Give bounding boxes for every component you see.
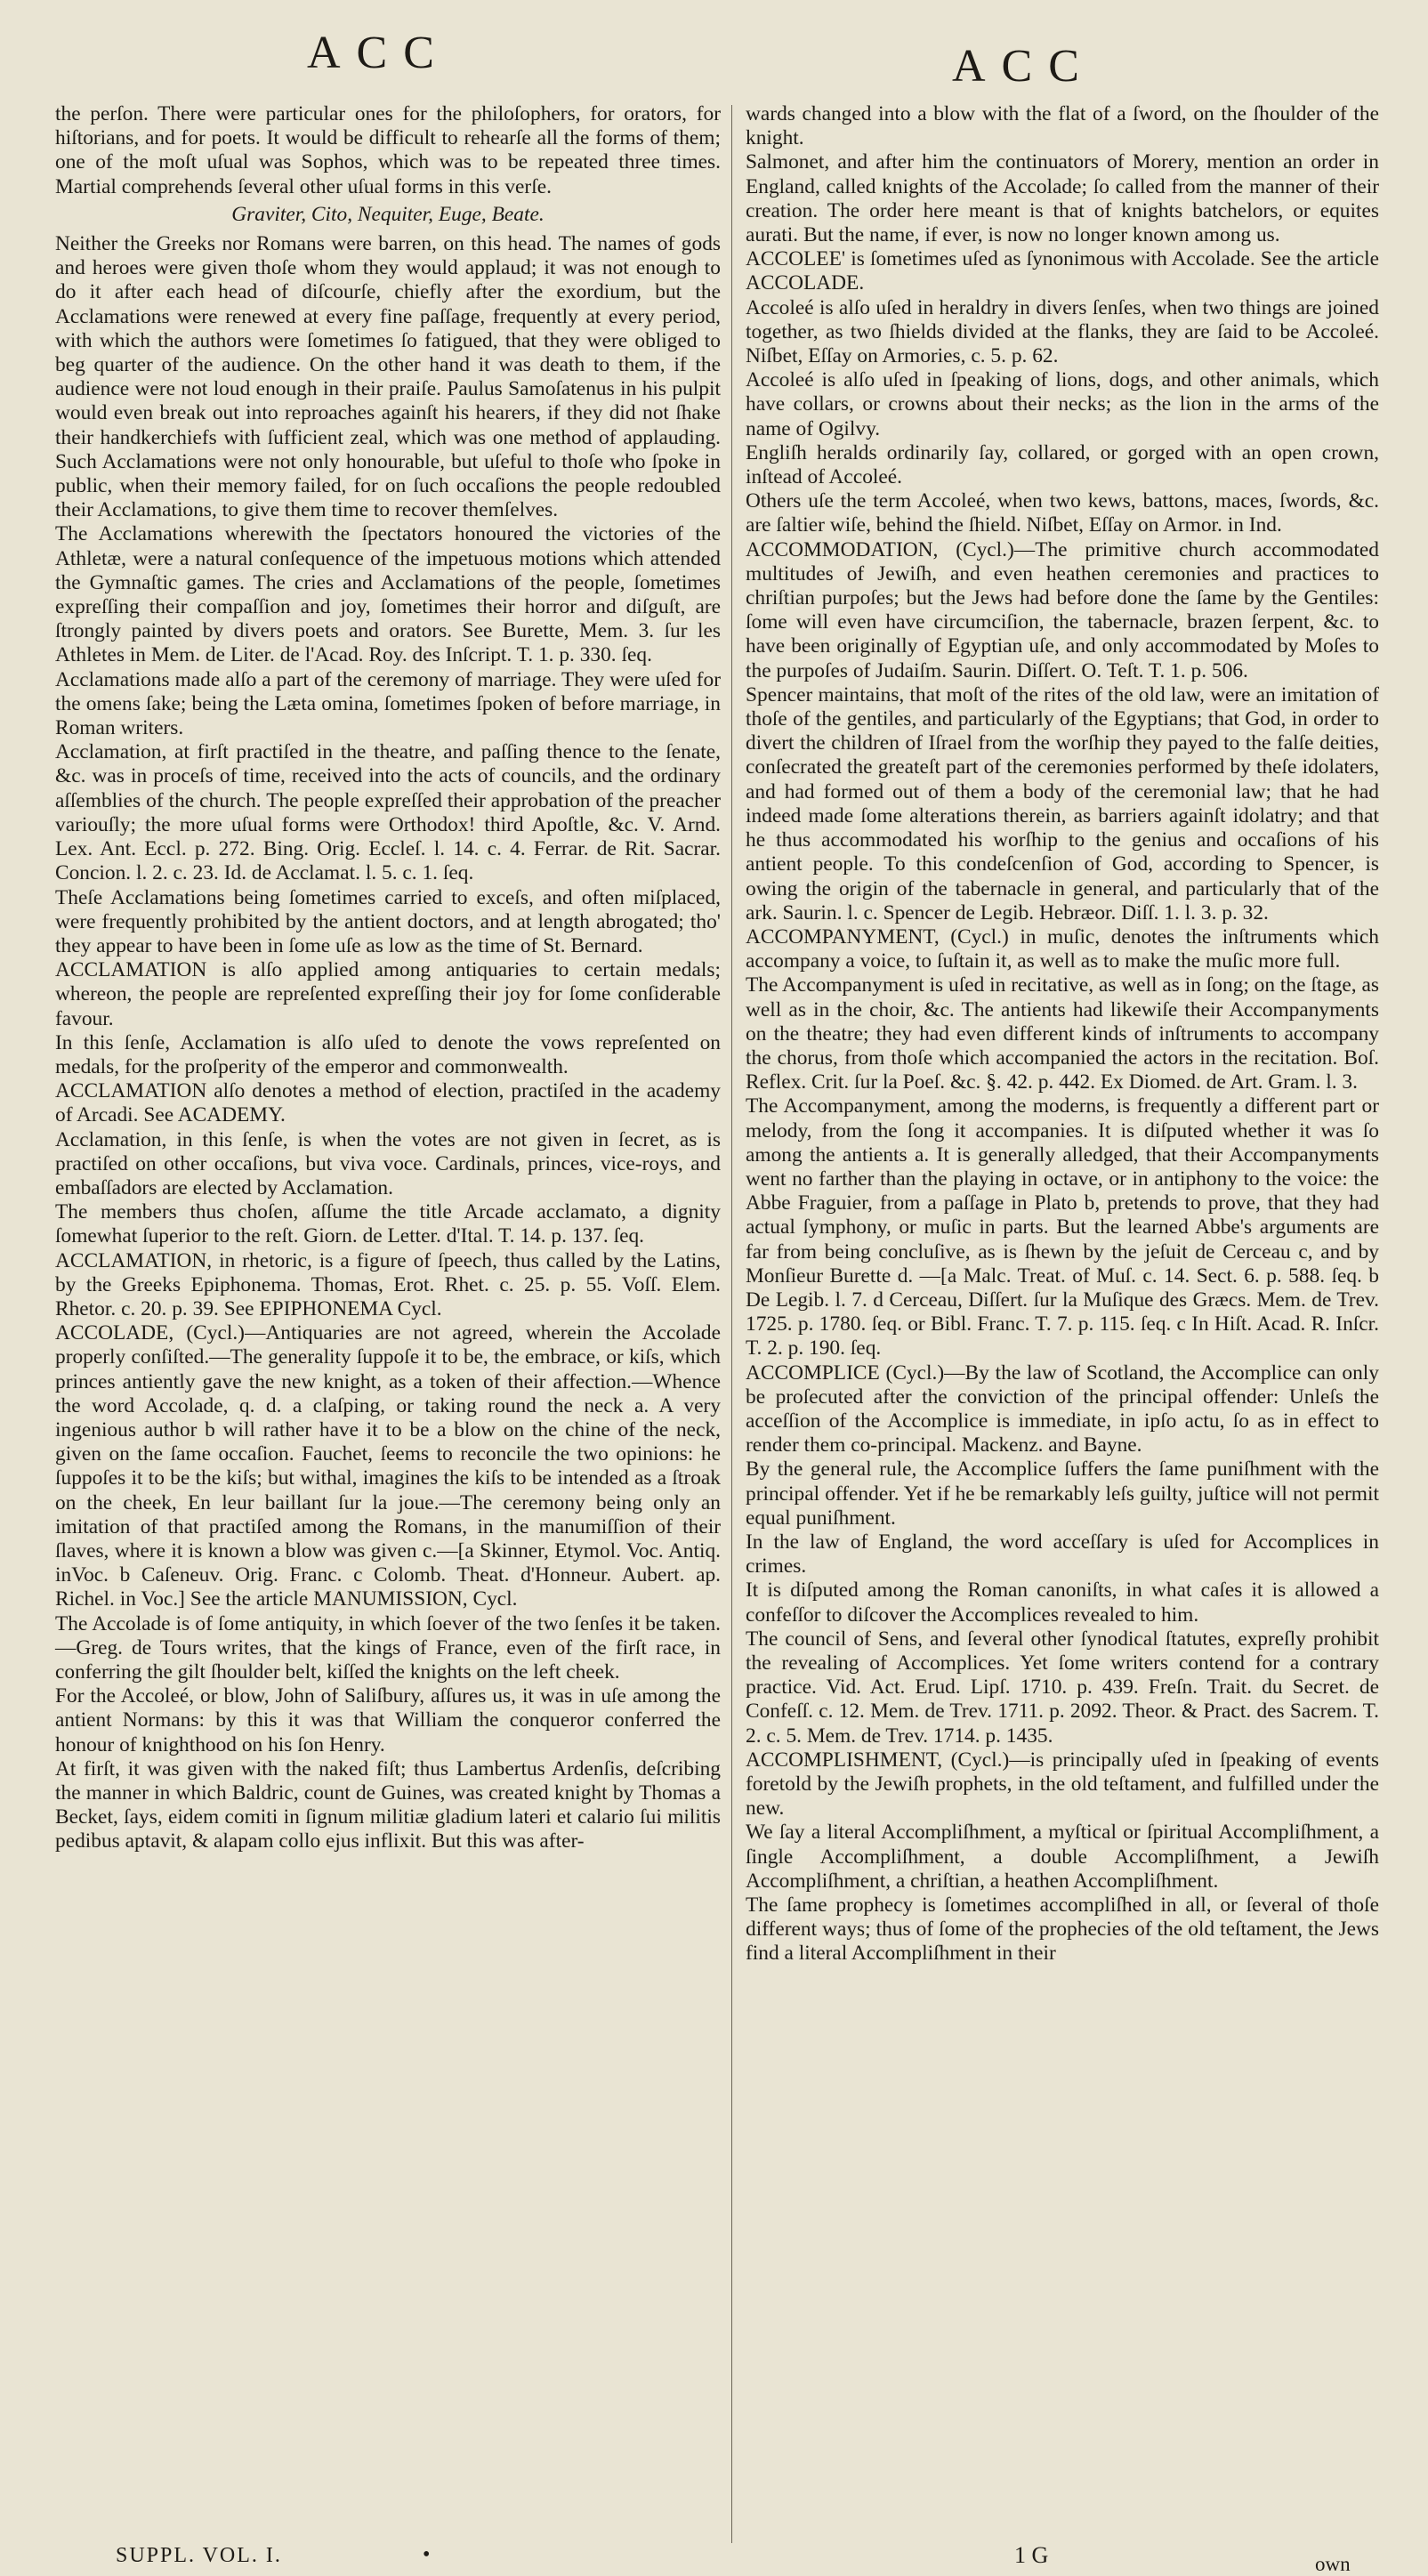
paragraph: Acclamation, in this ſenſe, is when the votes are not given in ſecret, as is practiſed on other occaſions, but viva voce. Cardinals, princes, vice-roys, and embaſſadors are elected by Acclamation. xyxy=(55,1127,721,1199)
paragraph: In the law of England, the word acceſſary is uſed for Accomplices in crimes. xyxy=(746,1530,1379,1579)
entry-accolee: ACCOLEE' is ſometimes uſed as ſynonimous with Accolade. See the article ACCOLADE. xyxy=(746,247,1379,295)
volume-signature: SUPPL. VOL. I. xyxy=(116,2544,282,2567)
left-column xyxy=(55,102,721,1854)
paragraph: For the Accoleé, or blow, John of Saliſbury, aſſures us, it was in uſe among the antient Normans: by this it was that William the conqueror conferred the honour of knighthood on his ſon Henry. xyxy=(55,1684,721,1756)
paragraph: The members thus choſen, aſſume the title Arcade acclamato, a dignity ſomewhat ſuperior to the reſt. Giorn. de Letter. d'Ital. T. 14. p. 137. ſeq. xyxy=(55,1200,721,1248)
paragraph: wards changed into a blow with the flat of a ſword, on the ſhoulder of the knight. xyxy=(746,102,1379,150)
paragraph: We ſay a literal Accompliſhment, a myſtical or ſpiritual Accompliſhment, a ſingle Accompliſhment, a double Accompliſhment, a Jewiſh Accompliſhment, a chriſtian, a heathen Accompliſhment. xyxy=(746,1821,1379,1893)
paragraph: The Accolade is of ſome antiquity, in which ſoever of the two ſenſes it be taken.—Greg. de Tours writes, that the kings of France, even of the firſt race, in conferring the gilt ſhoulder belt, kiſſed the knights on the left cheek. xyxy=(55,1611,721,1684)
paragraph: The Acclamations wherewith the ſpectators honoured the victories of the Athletæ, were a natural conſequence of the impetuous motions which attended the Gymnaſtic games. The cries and Acclamations of the people, ſometimes expreſſing their compaſſion and joy, ſometimes their horror and diſguſt, are ſtrongly painted by divers poets and orators. See Burette, Mem. 3. ſur les Athletes in Mem. de Liter. de l'Acad. Roy. des Inſcript. T. 1. p. 330. ſeq. xyxy=(55,522,721,667)
catchword: own xyxy=(1315,2553,1351,2575)
paragraph: In this ſenſe, Acclamation is alſo uſed to denote the vows repreſented on medals, for the proſperity of the emperor and commonwealth. xyxy=(55,1030,721,1078)
right-column xyxy=(746,102,1379,1966)
paragraph: The ſame prophecy is ſometimes accompliſhed in all, or ſeveral of thoſe different ways; thus of ſome of the prophecies of the old teſtament, the Jews find a literal Accompliſhment in their xyxy=(746,1894,1379,1966)
paragraph: The Accompanyment is uſed in recitative, as well as in ſong; on the ſtage, as well as in the choir, &c. The antients had likewiſe their Accompanyments on the theatre; they had even different kinds of inſtruments to accompany the chorus, from thoſe which accompanied the actors in the recitation. Boſ. Reflex. Crit. ſur la Poeſ. &c. §. 42. p. 442. Ex Diomed. de Art. Gram. l. 3. xyxy=(746,973,1379,1094)
entry-accomplishment: ACCOMPLISHMENT, (Cycl.)—is principally uſed in ſpeaking of events foretold by the Jewiſh prophets, in the old teſtament, and fulfilled under the new. xyxy=(746,1748,1379,1821)
entry-acclamation-medals: ACCLAMATION is alſo applied among antiquaries to certain medals; whereon, the people are repreſented expreſſing their joy for ſome conſiderable favour. xyxy=(55,958,721,1030)
paragraph: Theſe Acclamations being ſometimes carried to exceſs, and often miſplaced, were frequently prohibited by the antient doctors, and at length abrogated; tho' they appear to have been in ſome uſe as low as the time of St. Bernard. xyxy=(55,885,721,957)
paragraph: Acclamation, at firſt practiſed in the theatre, and paſſing thence to the ſenate, &c. was in proceſs of time, received into the acts of councils, and the ordinary aſſemblies of the church. The people expreſſed their approbation of the preacher variouſly; the more uſual forms were Orthodox! third Apoſtle, &c. V. Arnd. Lex. Ant. Eccl. p. 272. Bing. Orig. Eccleſ. l. 14. c. 4. Ferrar. de Rit. Sacrar. Concion. l. 2. c. 23. Id. de Acclamat. l. 5. c. 1. ſeq. xyxy=(55,740,721,885)
paragraph: the perſon. There were particular ones for the philoſophers, for orators, for hiſtorians, and for poets. It would be difficult to rehearſe all the forms of them; one of the moſt uſual was Sophos, which was to be repeated three times. Martial comprehends ſeveral other uſual forms in this verſe. xyxy=(55,102,721,198)
signature-dot: • xyxy=(423,2543,431,2566)
paragraph: It is diſputed among the Roman canoniſts, in what caſes it is allowed a confeſſor to diſcover the Accomplices revealed to him. xyxy=(746,1579,1379,1627)
entry-accolade: ACCOLADE, (Cycl.)—Antiquaries are not agreed, wherein the Accolade properly conſiſted.—The generality ſuppoſe it to be, the embrace, or kiſs, which princes antiently gave the new knight, as a token of their affection.—Whence the word Accolade, q. d. a claſping, or taking round the neck a. A very ingenious author b will rather have it to be a blow on the chine of the neck, given on the ſame occaſion. Fauchet, ſeems to reconcile the two opinions: he ſuppoſes it to be the kiſs; but withal, imagines the kiſs to be intended as a ſtroak on the cheek, En leur baillant ſur la joue.—The ceremony being only an imitation of that practiſed among the Romans, in the manumiſſion of their ſlaves, where it is known a blow was given c.—[a Skinner, Etymol. Voc. Antiq. inVoc. b Caſeneuv. Orig. Franc. c Colomb. Theat. d'Honneur. Aubert. ap. Richel. in Voc.] See the article MANUMISSION, Cycl. xyxy=(55,1321,721,1611)
paragraph: Salmonet, and after him the continuators of Morery, mention an order in England, called knights of the Accolade; ſo called from the manner of their creation. The order here meant is that of knights batchelors, or equites aurati. But the name, if ever, is now no longer known among us. xyxy=(746,150,1379,247)
running-head-right: ACC xyxy=(952,41,1095,92)
paragraph: The Accompanyment, among the moderns, is frequently a different part or melody, from the ſong it accompanies. It is diſputed whether it was ſo among the antients a. It is generally alledged, that their Accompanyments went no farther than the playing in octave, or in antiphony to the voice: the Abbe Fraguier, from a paſſage in Plato b, pretends to prove, that they had actual ſymphony, or muſic in parts. But the learned Abbe's arguments are far from being concluſive, as is ſhewn by the jeſuit de Cerceau c, and by Monſieur Burette d. —[a Malc. Treat. of Muſ. c. 14. Sect. 6. p. 588. ſeq. b De Legib. l. 7. d Cerceau, Diſſert. ſur la Muſique des Græcs. Mem. de Trev. 1725. p. 1780. ſeq. or Bibl. Franc. T. 7. p. 115. ſeq. c In Hiſt. Acad. R. Inſcr. T. 2. p. 190. ſeq. xyxy=(746,1094,1379,1361)
entry-accommodation: ACCOMMODATION, (Cycl.)—The primitive church accommodated multitudes of Jewiſh, and even heathen ceremonies and practices to chriſtian purpoſes; but the Jews had before done the ſame by the Gentiles: ſome will even have circumciſion, the tabernacle, brazen ſerpent, &c. to have been originally of Egyptian uſe, and only accommodated by Moſes to the purpoſes of Judaiſm. Saurin. Diſſert. O. Teſt. T. 1. p. 506. xyxy=(746,537,1379,682)
paragraph: Accoleé is alſo uſed in ſpeaking of lions, dogs, and other animals, which have collars, or crowns about their necks; as the lion in the arms of the name of Ogilvy. xyxy=(746,368,1379,440)
running-head-left: ACC xyxy=(307,28,450,78)
paragraph: Accoleé is alſo uſed in heraldry in divers ſenſes, when two things are joined together, as two ſhields divided at the flanks, they are ſaid to be Accoleé. Niſbet, Eſſay on Armories, c. 5. p. 62. xyxy=(746,295,1379,368)
paragraph: Engliſh heralds ordinarily ſay, collared, or gorged with an open crown, inſtead of Accoleé. xyxy=(746,440,1379,489)
entry-acclamation-election: ACCLAMATION alſo denotes a method of election, practiſed in the academy of Arcadi. See ACADEMY. xyxy=(55,1079,721,1127)
paragraph: Spencer maintains, that moſt of the rites of the old law, were an imitation of thoſe of the gentiles, and particularly of the Egyptians; that God, in order to divert the children of Iſrael from the worſhip they payed to the falſe deities, conſecrated the greateſt part of the ceremonies performed by theſe idolaters, and had formed out of them a body of the ceremonial law; that he had indeed made ſome alterations therein, as barriers againſt idolatry; and that he thus accommodated his worſhip to the genius and occaſions of his antient people. To this condeſcenſion of God, according to Spencer, is owing the origin of the tabernacle in general, and particularly that of the ark. Saurin. l. c. Spencer de Legib. Hebræor. Diſſ. 1. l. 3. p. 32. xyxy=(746,682,1379,925)
verse-line: Graviter, Cito, Nequiter, Euge, Beate. xyxy=(231,202,545,226)
entry-accomplice: ACCOMPLICE (Cycl.)—By the law of Scotland, the Accomplice can only be proſecuted after the conviction of the principal offender: Unleſs the acceſſion of the Accomplice is immediate, in ipſo actu, ſo as in effect to render them co-principal. Mackenz. and Bayne. xyxy=(746,1361,1379,1458)
sheet-signature: 1 G xyxy=(1014,2542,1049,2568)
paragraph: Neither the Greeks nor Romans were barren, on this head. The names of gods and heroes were given thoſe whom they would applaud; it was not enough to do it after each head of diſcourſe, chiefly after the exordium, but the Acclamations were renewed at every fine paſſage, frequently at every period, with which the authors were ſometimes ſo fatigued, that they were obliged to beg quarter of the audience. On the other hand it was death to them, if the audience were not loud enough in their praiſe. Paulus Samoſatenus in his pulpit would even break out into reproaches againſt his hearers, if they did not ſhake their handkerchiefs with ſufficient zeal, which was one method of applauding. Such Acclamations were not only honourable, but uſeful to thoſe who ſpoke in public, when their memory failed, for on ſuch occaſions the people redoubled their Acclamations, to give them time to recover themſelves. xyxy=(55,232,721,522)
paragraph: The council of Sens, and ſeveral other ſynodical ſtatutes, expreſly prohibit the revealing of Accomplices. Yet ſome writers contend for a contrary practice. Vid. Act. Erud. Lipſ. 1710. p. 439. Freſn. Trait. du Secret. de Confeſſ. c. 12. Mem. de Trev. 1711. p. 2092. Theor. & Pract. des Sacrem. T. 2. c. 5. Mem. de Trev. 1714. p. 1435. xyxy=(746,1627,1379,1748)
paragraph: By the general rule, the Accomplice ſuffers the ſame puniſhment with the principal offender. Yet if he be remarkably leſs guilty, juſtice will not permit equal puniſhment. xyxy=(746,1458,1379,1530)
entry-acclamation-rhetoric: ACCLAMATION, in rhetoric, is a figure of ſpeech, thus called by the Latins, by the Greeks Epiphonema. Thomas, Erot. Rhet. c. 25. p. 55. Voſſ. Elem. Rhetor. c. 20. p. 39. See EPIPHONEMA Cycl. xyxy=(55,1248,721,1320)
entry-accompanyment: ACCOMPANYMENT, (Cycl.) in muſic, denotes the inſtruments which accompany a voice, to ſuſtain it, as well as to make the muſic more full. xyxy=(746,925,1379,973)
paragraph: At firſt, it was given with the naked fiſt; thus Lambertus Ardenſis, deſcribing the manner in which Baldric, count de Guines, was created knight by Thomas a Becket, ſays, eidem comiti in ſignum militiæ gladium lateri et calario ſui militis pedibus aptavit, & alapam collo ejus inflixit. But this was after- xyxy=(55,1756,721,1853)
paragraph: Acclamations made alſo a part of the ceremony of marriage. They were uſed for the omens ſake; being the Læta omina, ſometimes ſpoken of before marriage, in Roman writers. xyxy=(55,667,721,740)
column-divider xyxy=(731,105,732,2543)
paragraph: Others uſe the term Accoleé, when two kews, battons, maces, ſwords, &c. are ſaltier wiſe, behind the ſhield. Niſbet, Eſſay on Armor. in Ind. xyxy=(746,489,1379,537)
